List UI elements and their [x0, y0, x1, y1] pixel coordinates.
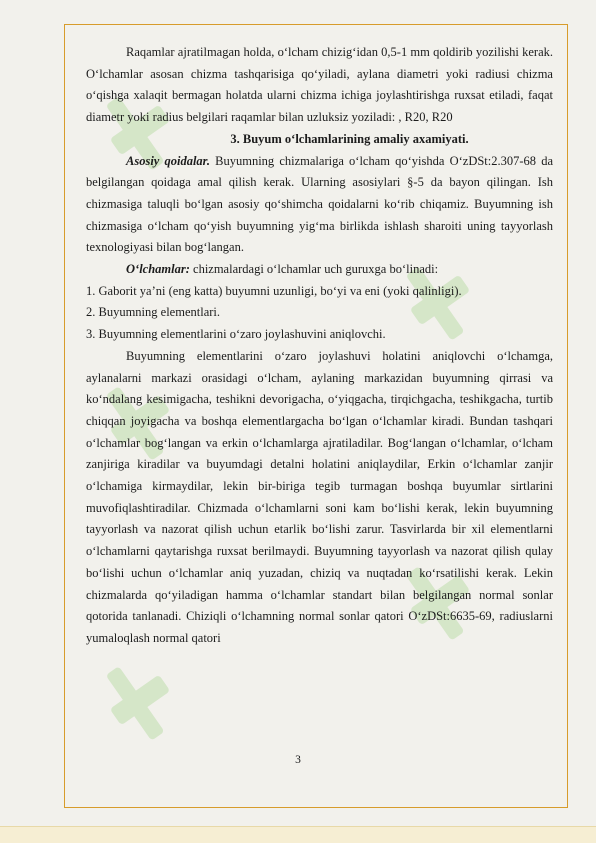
paragraph-element-positions: Buyumning elementlarini o‘zaro joylashuvi holatini aniqlovchi o‘lchamga, aylanalarni markazi orasidagi o‘lcham, aylaning markazidan buyumning qirrasi va ko‘ndalang kesimigacha, teshikni devorigacha, o‘yiqgacha, tirqichgacha, teshikgacha, turtib chiqqan joyigacha va boshqa elementlargacha bo‘lgan o‘lchamlar kiradi. Bundan tashqari o‘lchamlar bog‘langan va erkin o‘lchamlarga ajratiladilar. Bog‘langan o‘lchamlar, o‘lcham zanjiriga kiradilar va buyumdagi detalni holatini aniqlaydilar, Erkin o‘lchamlar zanjir o‘lchamiga kirmaydilar, lekin bir-biriga tegib turmagan boshqa buyumlar sirtlarini muvofiqlashtiradilar. Chizmada o‘lchamlarni soni kam bo‘lishi kerak, lekin buyumning tayyorlash va nazorat qilish uchun etarlik bo‘lishi zarur. Tasvirlarda bir xil elementlarni o‘lchamlarni qaytarishga ruxsat berilmaydi. Buyumning tayyorlash va nazorat qilish qulay bo‘lishi uchun o‘lchamlar aniq yuzadan, chiziq va nuqtadan ko‘rsatilishi kerak. Lekin chizmalarda qo‘yiladigan hamma o‘lchamlar standart bilan belgilangan normal sonlar qotorida tanlanadi. Chiziqli o‘lchamning normal sonlar qatori O‘zDSt:6635-69, radiuslarni yumaloqlash normal qatori	[86, 348, 553, 645]
term-basic-rules: Asosiy qoidalar.	[126, 153, 210, 168]
section-heading: 3. Buyum o‘lchamlarining amaliy axamiyati.	[230, 131, 469, 146]
list-item-1: 1. Gaborit ya’ni (eng katta) buyumni uzunligi, bo‘yi va eni (yoki qalinligi).	[86, 283, 462, 298]
list-item-3: 3. Buyumning elementlarini o‘zaro joylashuvini aniqlovchi.	[86, 327, 386, 342]
paragraph-basic-rules-text: Buyumning chizmalariga o‘lcham qo‘yishda O‘zDSt:2.307-68 da belgilangan qoidaga amal qilish kerak. Ularning asosiylari §-5 da bayon qilingan. Ish chizmasiga taluqli bo‘lgan asosiy qo‘shimcha qoidalarni ko‘rib chiqamiz. Buyumning ish chizmasiga o‘lcham qo‘yish buyumning yig‘ma birlikda ishlash sharoiti uning tayyorlash texnologiyasi bilan bog‘langan.	[86, 153, 553, 255]
paragraph-basic-rules	[86, 151, 553, 260]
paragraph-dimensions	[86, 259, 553, 281]
page-bottom-band	[0, 826, 596, 843]
paragraph-dimension-numbers: Raqamlar ajratilmagan holda, o‘lcham chizig‘idan 0,5-1 mm qoldirib yozilishi kerak. O‘lchamlar asosan chizma tashqarisiga qo‘yiladi, aylana diametri yoki radiusi chizma o‘qishga xalaqit bermagan holatda ularni chizma ichiga joylashtirishga ruxsat etiladi, faqat diametr yoki radius belgilari raqamlar bilan uzluksiz yoziladi: , R20, R20	[86, 45, 553, 125]
list-item-2: 2. Buyumning elementlari.	[86, 305, 221, 320]
term-dimensions: O‘lchamlar:	[126, 262, 190, 277]
paragraph-dimensions-text: chizmalardagi o‘lchamlar uch guruxga bo‘linadi:	[189, 262, 439, 277]
document-body	[86, 42, 553, 650]
page-number: 3	[295, 754, 301, 766]
